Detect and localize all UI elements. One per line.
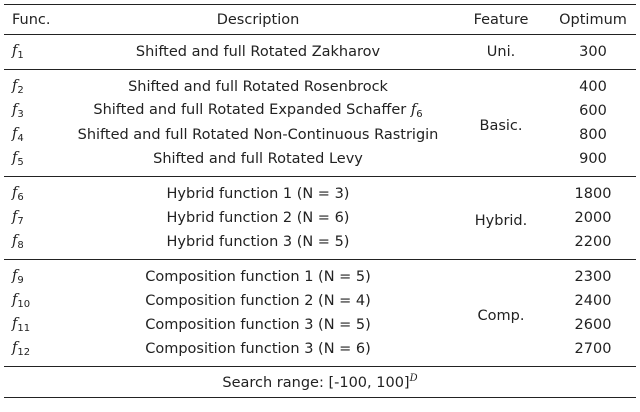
- function-description: Composition function 2 (N = 4): [145, 293, 371, 309]
- optimum-value: 300: [579, 44, 607, 60]
- search-range-cell: [4, 367, 636, 398]
- function-symbol: $f_{11}$: [12, 316, 31, 334]
- optimum-value: 400: [550, 70, 636, 100]
- header-func: Func.: [4, 5, 64, 35]
- table-row: [4, 177, 636, 207]
- function-symbol: $f_6$: [4, 177, 64, 207]
- search-range-row: [4, 367, 636, 398]
- function-symbol: $f_5$: [12, 150, 24, 168]
- feature-label: Uni.: [486, 44, 516, 60]
- table-row: [4, 260, 636, 290]
- optimum-value: 2000: [574, 210, 612, 226]
- function-description: Hybrid function 3 (N = 5): [166, 234, 350, 250]
- function-symbol: $f_2$: [4, 70, 64, 100]
- function-description: Composition function 3 (N = 5): [145, 317, 371, 333]
- table-row: [4, 35, 636, 70]
- search-range-text: Search range: [-100, 100]: [222, 375, 410, 391]
- function-description: Hybrid function 1 (N = 3): [64, 177, 452, 207]
- function-description: Composition function 3 (N = 6): [145, 341, 371, 357]
- function-description: Shifted and full Rotated Levy: [153, 151, 363, 167]
- function-description: Shifted and full Rotated Zakharov: [135, 44, 381, 60]
- function-symbol: $f_{12}$: [12, 340, 31, 358]
- table-row: [4, 70, 636, 100]
- function-symbol: $f_1$: [12, 43, 24, 61]
- function-description: Shifted and full Rotated Expanded Schaffer $f_6$: [93, 102, 423, 120]
- optimum-value: 900: [579, 151, 607, 167]
- header-row: [4, 5, 636, 35]
- dimension-superscript: D: [409, 373, 418, 384]
- header-optimum: Optimum: [550, 5, 636, 35]
- optimum-value: 2700: [574, 341, 612, 357]
- function-symbol: $f_9$: [4, 260, 64, 290]
- benchmark-functions-table: [4, 4, 636, 398]
- function-symbol: $f_7$: [12, 209, 24, 227]
- optimum-value: 2200: [574, 234, 612, 250]
- feature-label: Comp.: [452, 260, 550, 367]
- schaffer-symbol: $f_6$: [410, 102, 423, 120]
- feature-label: Hybrid.: [452, 177, 550, 260]
- function-symbol: $f_3$: [12, 102, 24, 120]
- header-description: Description: [64, 5, 452, 35]
- function-description: Hybrid function 2 (N = 6): [166, 210, 350, 226]
- optimum-value: 1800: [550, 177, 636, 207]
- header-feature: Feature: [452, 5, 550, 35]
- optimum-value: 2400: [574, 293, 612, 309]
- function-description: Shifted and full Rotated Rosenbrock: [64, 70, 452, 100]
- function-description: Shifted and full Rotated Non-Continuous Rastrigin: [77, 127, 439, 143]
- table-body: [4, 35, 636, 398]
- feature-label: Basic.: [452, 70, 550, 177]
- optimum-value: 2300: [550, 260, 636, 290]
- function-symbol: $f_8$: [12, 233, 24, 251]
- optimum-value: 2600: [574, 317, 612, 333]
- optimum-value: 600: [579, 103, 607, 119]
- optimum-value: 800: [579, 127, 607, 143]
- function-description: Composition function 1 (N = 5): [64, 260, 452, 290]
- function-symbol: $f_4$: [12, 126, 24, 144]
- function-symbol: $f_{10}$: [12, 292, 31, 310]
